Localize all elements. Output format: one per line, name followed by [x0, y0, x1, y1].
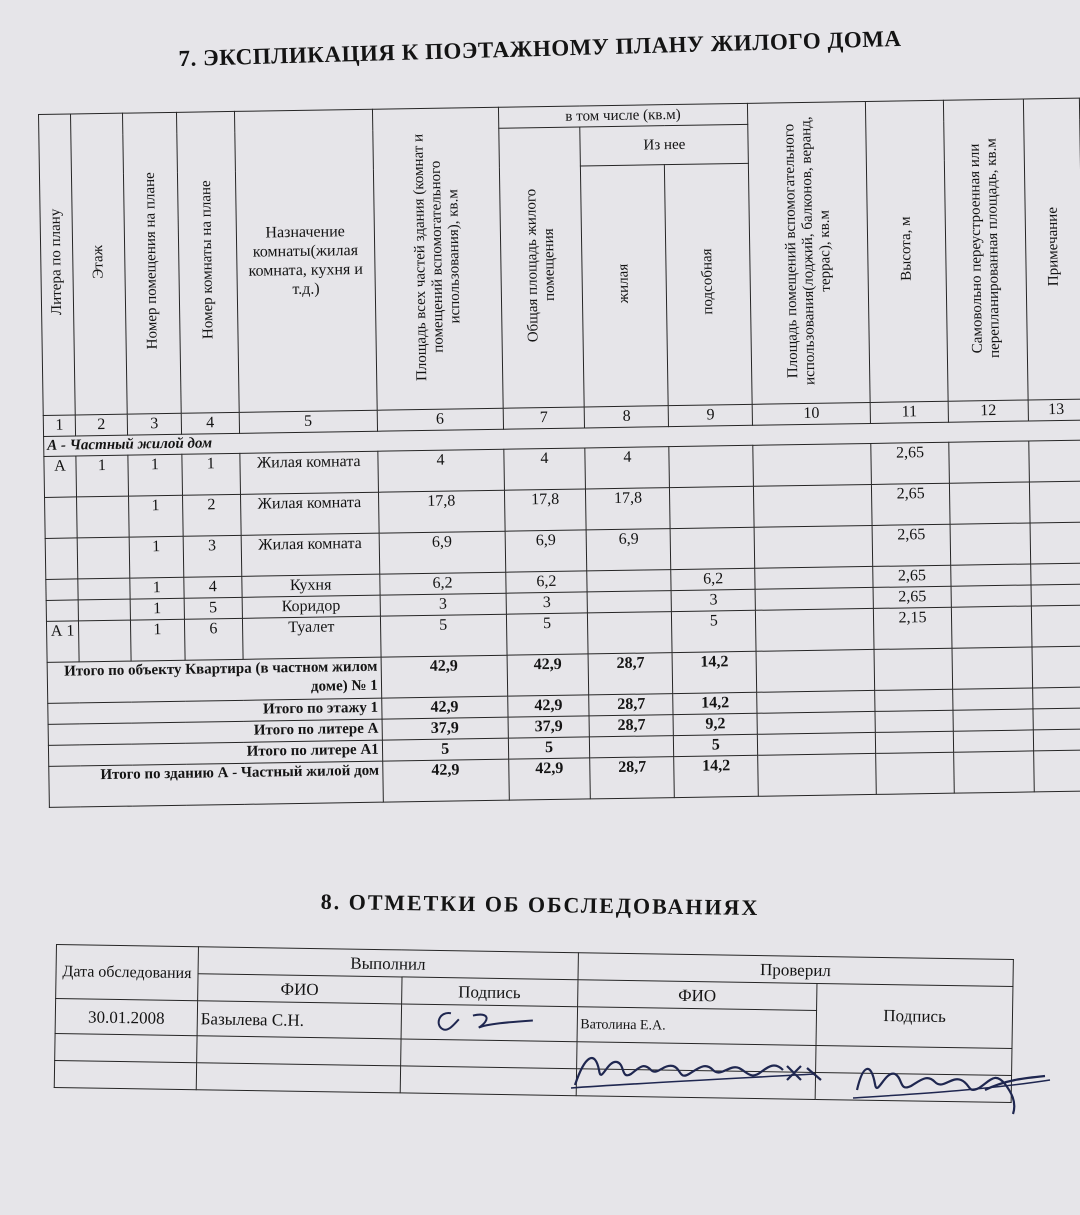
cell-area-all: 6,2 [379, 572, 505, 595]
cell-height: 2,15 [873, 607, 952, 649]
total-aux: 5 [674, 734, 758, 756]
header-room-no: Номер комнаты на плане [176, 111, 239, 413]
empty-cell [953, 730, 1033, 752]
header-unauthorized: Самовольно переустроенная или перепланированная площадь, кв.м [943, 99, 1028, 401]
cell-area-total: 3 [506, 592, 588, 614]
total-label: Итого по этажу 1 [48, 698, 382, 724]
cell-room: 4 [184, 576, 242, 598]
cell-premise: 1 [130, 619, 185, 661]
col-number: 3 [127, 413, 181, 435]
empty-cell [757, 690, 875, 713]
cell-note [1031, 563, 1080, 585]
header-note: Примечание [1023, 98, 1080, 400]
cell-performed-signature [401, 1004, 577, 1042]
empty-cell [400, 1039, 576, 1069]
header-auxiliary: подсобная [665, 163, 753, 405]
cell-floor [78, 620, 131, 662]
empty-cell [1033, 687, 1080, 709]
cell-height: 2,65 [873, 586, 951, 608]
cell-litera: А [44, 456, 77, 497]
header-of-it: Из нее [580, 124, 748, 166]
cell-purpose: Жилая комната [240, 492, 379, 535]
cell-aux: 3 [671, 589, 755, 611]
total-aux: 14,2 [672, 651, 757, 693]
empty-cell [197, 1036, 401, 1066]
cell-checked-fio: Ватолина Е.А. [577, 1007, 817, 1046]
total-label: Итого по литере А [48, 719, 382, 745]
cell-note [1029, 440, 1080, 482]
cell-floor [76, 496, 129, 538]
header-checked-signature: Подпись [816, 983, 1013, 1048]
col-number: 6 [377, 408, 503, 431]
total-living: 28,7 [589, 694, 673, 716]
cell-room: 6 [184, 618, 243, 660]
col-number: 12 [948, 400, 1028, 422]
empty-cell [953, 688, 1033, 710]
cell-area-all: 5 [380, 614, 506, 657]
cell-premise: 1 [130, 598, 184, 620]
empty-cell [54, 1060, 196, 1089]
cell-note [1029, 481, 1080, 523]
cell-height: 2,65 [871, 442, 950, 484]
empty-cell [876, 752, 955, 794]
section8-title: 8. ОТМЕТКИ ОБ ОБСЛЕДОВАНИЯХ [320, 888, 760, 921]
total-living [590, 736, 674, 758]
section-label: А - Частный жилой дом [44, 420, 1080, 456]
cell-unauthorized [951, 585, 1031, 607]
empty-cell [1034, 750, 1080, 792]
cell-floor [78, 599, 130, 621]
header-purpose: Назначение комнаты(жилая комната, кухня и т.д.) [234, 109, 377, 412]
header-performed-signature: Подпись [401, 977, 577, 1007]
cell-premise: 1 [128, 495, 183, 537]
cell-purpose: Жилая комната [240, 451, 379, 494]
empty-cell [757, 711, 875, 734]
total-aux: 14,2 [674, 755, 759, 797]
cell-unauthorized [950, 523, 1031, 565]
header-living: жилая [581, 165, 669, 407]
cell-unauthorized [949, 482, 1030, 524]
cell-premise: 1 [128, 454, 183, 496]
empty-cell [952, 647, 1033, 689]
total-area-total: 42,9 [507, 654, 590, 696]
col-number: 4 [181, 412, 239, 434]
section7-title: 7. ЭКСПЛИКАЦИЯ К ПОЭТАЖНОМУ ПЛАНУ ЖИЛОГО ДОМА [178, 25, 902, 72]
total-label: Итого по литере А1 [48, 740, 382, 766]
cell-purpose: Коридор [242, 595, 380, 618]
cell-living [587, 570, 671, 592]
cell-litera [45, 538, 78, 579]
total-label: Итого по объекту Квартира (в частном жилом доме) № 1 [47, 657, 381, 703]
header-checked-fio: ФИО [577, 980, 817, 1011]
total-label: Итого по зданию А - Частный жилой дом [49, 761, 383, 807]
empty-cell [400, 1066, 576, 1096]
cell-area-all: 4 [378, 449, 504, 492]
cell-area-total: 6,2 [505, 571, 587, 593]
cell-unauthorized [949, 441, 1030, 483]
header-area-total: Общая площадь жилого помещения [498, 127, 584, 408]
total-living: 28,7 [590, 757, 675, 799]
total-area-all: 42,9 [381, 655, 507, 698]
cell-aux-use [754, 484, 873, 527]
col-number: 7 [503, 407, 585, 429]
total-aux: 9,2 [673, 713, 757, 735]
cell-area-total: 17,8 [504, 489, 587, 531]
empty-cell [55, 1033, 197, 1062]
cell-height: 2,65 [873, 565, 951, 587]
empty-cell [756, 649, 875, 692]
total-aux: 14,2 [673, 692, 757, 714]
cell-floor: 1 [76, 455, 129, 497]
cell-area-total: 6,9 [505, 530, 588, 572]
cell-aux-use [753, 443, 872, 486]
col-number: 11 [870, 401, 948, 423]
cell-area-all: 17,8 [378, 490, 504, 533]
cell-floor [77, 537, 130, 579]
cell-purpose: Туалет [242, 616, 381, 659]
header-aux-use: Площадь помещений вспомогательного использования(лоджий, балконов, веранд, террас), кв.м [748, 102, 871, 405]
cell-living [588, 591, 672, 613]
total-area-all: 5 [382, 738, 508, 761]
col-number: 1 [43, 415, 75, 436]
cell-room: 3 [183, 535, 242, 577]
empty-cell [875, 731, 953, 753]
empty-cell [758, 732, 876, 755]
total-living: 28,7 [589, 715, 673, 737]
total-area-all: 42,9 [382, 759, 508, 802]
cell-note [1030, 522, 1080, 564]
cell-performed-fio: Базылева С.Н. [197, 1001, 401, 1039]
cell-aux-use [755, 566, 873, 589]
total-area-total: 5 [508, 737, 590, 759]
empty-cell [875, 689, 953, 711]
signature-bottom-left [565, 1040, 835, 1100]
cell-unauthorized [951, 564, 1031, 586]
cell-litera [45, 497, 78, 538]
cell-aux-use [755, 587, 873, 610]
header-survey-date: Дата обследования [56, 945, 199, 1001]
cell-unauthorized [951, 606, 1032, 648]
empty-cell [875, 710, 953, 732]
cell-aux [670, 486, 755, 528]
empty-cell [1032, 646, 1080, 688]
empty-cell [874, 648, 953, 690]
explication-table [38, 98, 1080, 808]
cell-note [1031, 584, 1080, 606]
cell-survey-date: 30.01.2008 [55, 999, 197, 1036]
header-performed-fio: ФИО [198, 974, 402, 1004]
header-checked: Проверил [578, 953, 1014, 987]
cell-floor [78, 578, 130, 600]
cell-premise: 1 [129, 536, 184, 578]
empty-cell [1033, 708, 1080, 730]
total-area-total: 42,9 [508, 758, 591, 800]
cell-room: 5 [184, 597, 242, 619]
cell-height: 2,65 [872, 483, 951, 525]
total-living: 28,7 [589, 653, 674, 695]
cell-area-all: 3 [380, 593, 506, 616]
empty-cell [954, 751, 1035, 793]
cell-aux-use [754, 525, 873, 568]
header-including: в том числе (кв.м) [498, 103, 748, 128]
empty-cell [196, 1063, 400, 1093]
cell-purpose: Жилая комната [241, 533, 380, 576]
col-number: 8 [585, 406, 669, 428]
total-area-total: 37,9 [508, 716, 590, 738]
cell-area-total: 5 [506, 613, 589, 655]
cell-height: 2,65 [872, 524, 951, 566]
cell-aux [670, 527, 755, 569]
empty-cell [1033, 729, 1080, 751]
col-number: 10 [752, 402, 870, 425]
cell-room: 2 [182, 494, 241, 536]
cell-living [588, 612, 673, 654]
empty-cell [953, 709, 1033, 731]
cell-premise: 1 [130, 577, 184, 599]
col-number: 5 [239, 410, 377, 433]
cell-note [1031, 605, 1080, 647]
cell-aux: 5 [672, 610, 757, 652]
total-area-all: 42,9 [381, 696, 507, 719]
signature-bottom-right [845, 1050, 1055, 1130]
cell-litera [46, 579, 78, 600]
header-floor: Этаж [70, 113, 127, 415]
cell-area-total: 4 [503, 448, 586, 490]
col-number: 2 [75, 414, 127, 436]
total-area-all: 37,9 [382, 717, 508, 740]
cell-living: 17,8 [586, 488, 671, 530]
empty-cell [758, 753, 877, 796]
header-height: Высота, м [866, 100, 949, 402]
cell-litera [46, 600, 78, 621]
col-number: 13 [1028, 399, 1080, 421]
signature-performer [429, 1005, 549, 1037]
cell-aux [669, 445, 754, 487]
cell-living: 6,9 [587, 529, 672, 571]
total-area-total: 42,9 [507, 695, 589, 717]
cell-aux: 6,2 [671, 568, 755, 590]
cell-purpose: Кухня [242, 574, 380, 597]
header-area-all: Площадь всех частей здания (комнат и помещений вспомогательного использования), кв.м [372, 107, 503, 410]
header-litera: Литера по плану [39, 114, 76, 415]
cell-area-all: 6,9 [379, 531, 505, 574]
header-performed: Выполнил [198, 947, 578, 980]
col-number: 9 [669, 404, 753, 426]
header-premise-no: Номер помещения на плане [122, 112, 181, 414]
cell-room: 1 [182, 453, 241, 495]
cell-aux-use [756, 608, 875, 651]
cell-living: 4 [585, 447, 670, 489]
cell-litera: А 1 [46, 621, 79, 662]
